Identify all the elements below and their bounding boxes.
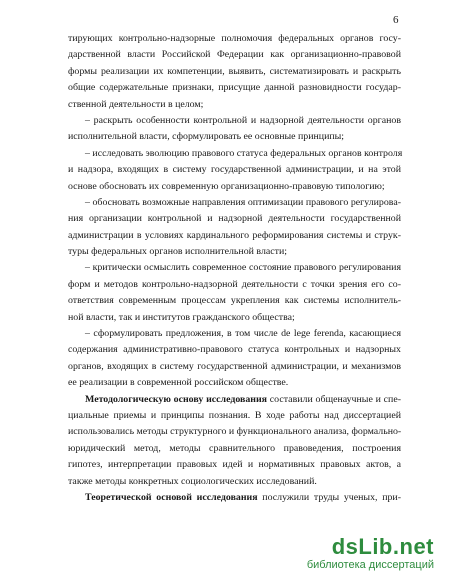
text-line: ее реализации в современной российском обществе. <box>68 377 289 389</box>
text-line: основе обосновать их современную организационно-правовую типологию; <box>68 180 385 192</box>
text-line: циальные приемы и принципы познания. В ходе работы над диссертацией <box>68 409 401 421</box>
text-line: использовались методы структурного и функционального анализа, формально- <box>68 426 402 438</box>
text-line: ной власти, так и институтов гражданского общества; <box>68 311 295 323</box>
text-line: форм и методов контрольно-надзорной деятельности с точки зрения его со- <box>68 278 401 290</box>
text-fragment: составили общенаучные и спе- <box>267 393 402 405</box>
page-number: 6 <box>393 14 399 26</box>
text-line: содержания административно-правового статуса контрольных и надзорных <box>68 344 401 356</box>
text-line: общие содержательные признаки, присущие данной разновидности государ- <box>68 82 401 94</box>
text-line: тирующих контрольно-надзорные полномочия федеральных органов госу- <box>68 33 401 44</box>
text-line: дарственной власти Российской Федерации как организационно-правовой <box>68 49 401 61</box>
text-line: формы реализации их компетенции, выявить, систематизировать и раскрыть <box>68 65 401 77</box>
document-body <box>68 31 401 506</box>
text-line: – критически осмыслить современное состояние правового регулирования <box>85 262 401 274</box>
theory-heading: Теоретической основой исследования <box>85 491 258 503</box>
text-line: ния организации контрольной и надзорной деятельности государственной <box>68 213 401 225</box>
text-line: также методы конкретных социологических исследований. <box>68 475 317 487</box>
text-line: – исследовать эволюцию правового статуса федеральных органов контроля <box>85 147 403 159</box>
text-line: – раскрыть особенности контрольной и надзорной деятельности органов <box>85 114 401 126</box>
text-line: и надзора, входящих в систему государственной администрации, и на этой <box>68 164 401 176</box>
text-line: исполнительной власти, сформулировать ее основные принципы; <box>68 131 345 143</box>
watermark-tagline: библиотека диссертаций <box>306 559 434 571</box>
text-line <box>68 490 401 506</box>
text-line: – сформулировать предложения, в том числе de lege ferenda, касающиеся <box>85 328 401 340</box>
text-line: юридический метод, методы сравнительного правоведения, построения <box>68 442 401 454</box>
text-line: туры федеральных органов исполнительной власти; <box>68 246 287 258</box>
text-line <box>68 392 401 408</box>
text-line: ответствия современным процессам укрепления как системы исполнитель- <box>68 295 401 307</box>
dslib-logo: dsLib.net <box>331 534 434 559</box>
text-line: ственной деятельности в целом; <box>68 98 204 110</box>
text-fragment: послужили труды ученых, при- <box>257 491 401 503</box>
text-line: администрации в условиях кардинального реформирования системы и струк- <box>68 229 401 241</box>
text-line: гипотез, интерпретации правовых идей и нормативных правовых актов, а <box>68 459 401 471</box>
watermark <box>307 536 434 571</box>
methodology-heading: Методологическую основу исследования <box>85 393 268 405</box>
text-line: органов, входящих в систему государственной администрации, и механизмов <box>68 360 401 372</box>
text-line: – обосновать возможные направления оптимизации правового регулирова- <box>85 196 401 208</box>
